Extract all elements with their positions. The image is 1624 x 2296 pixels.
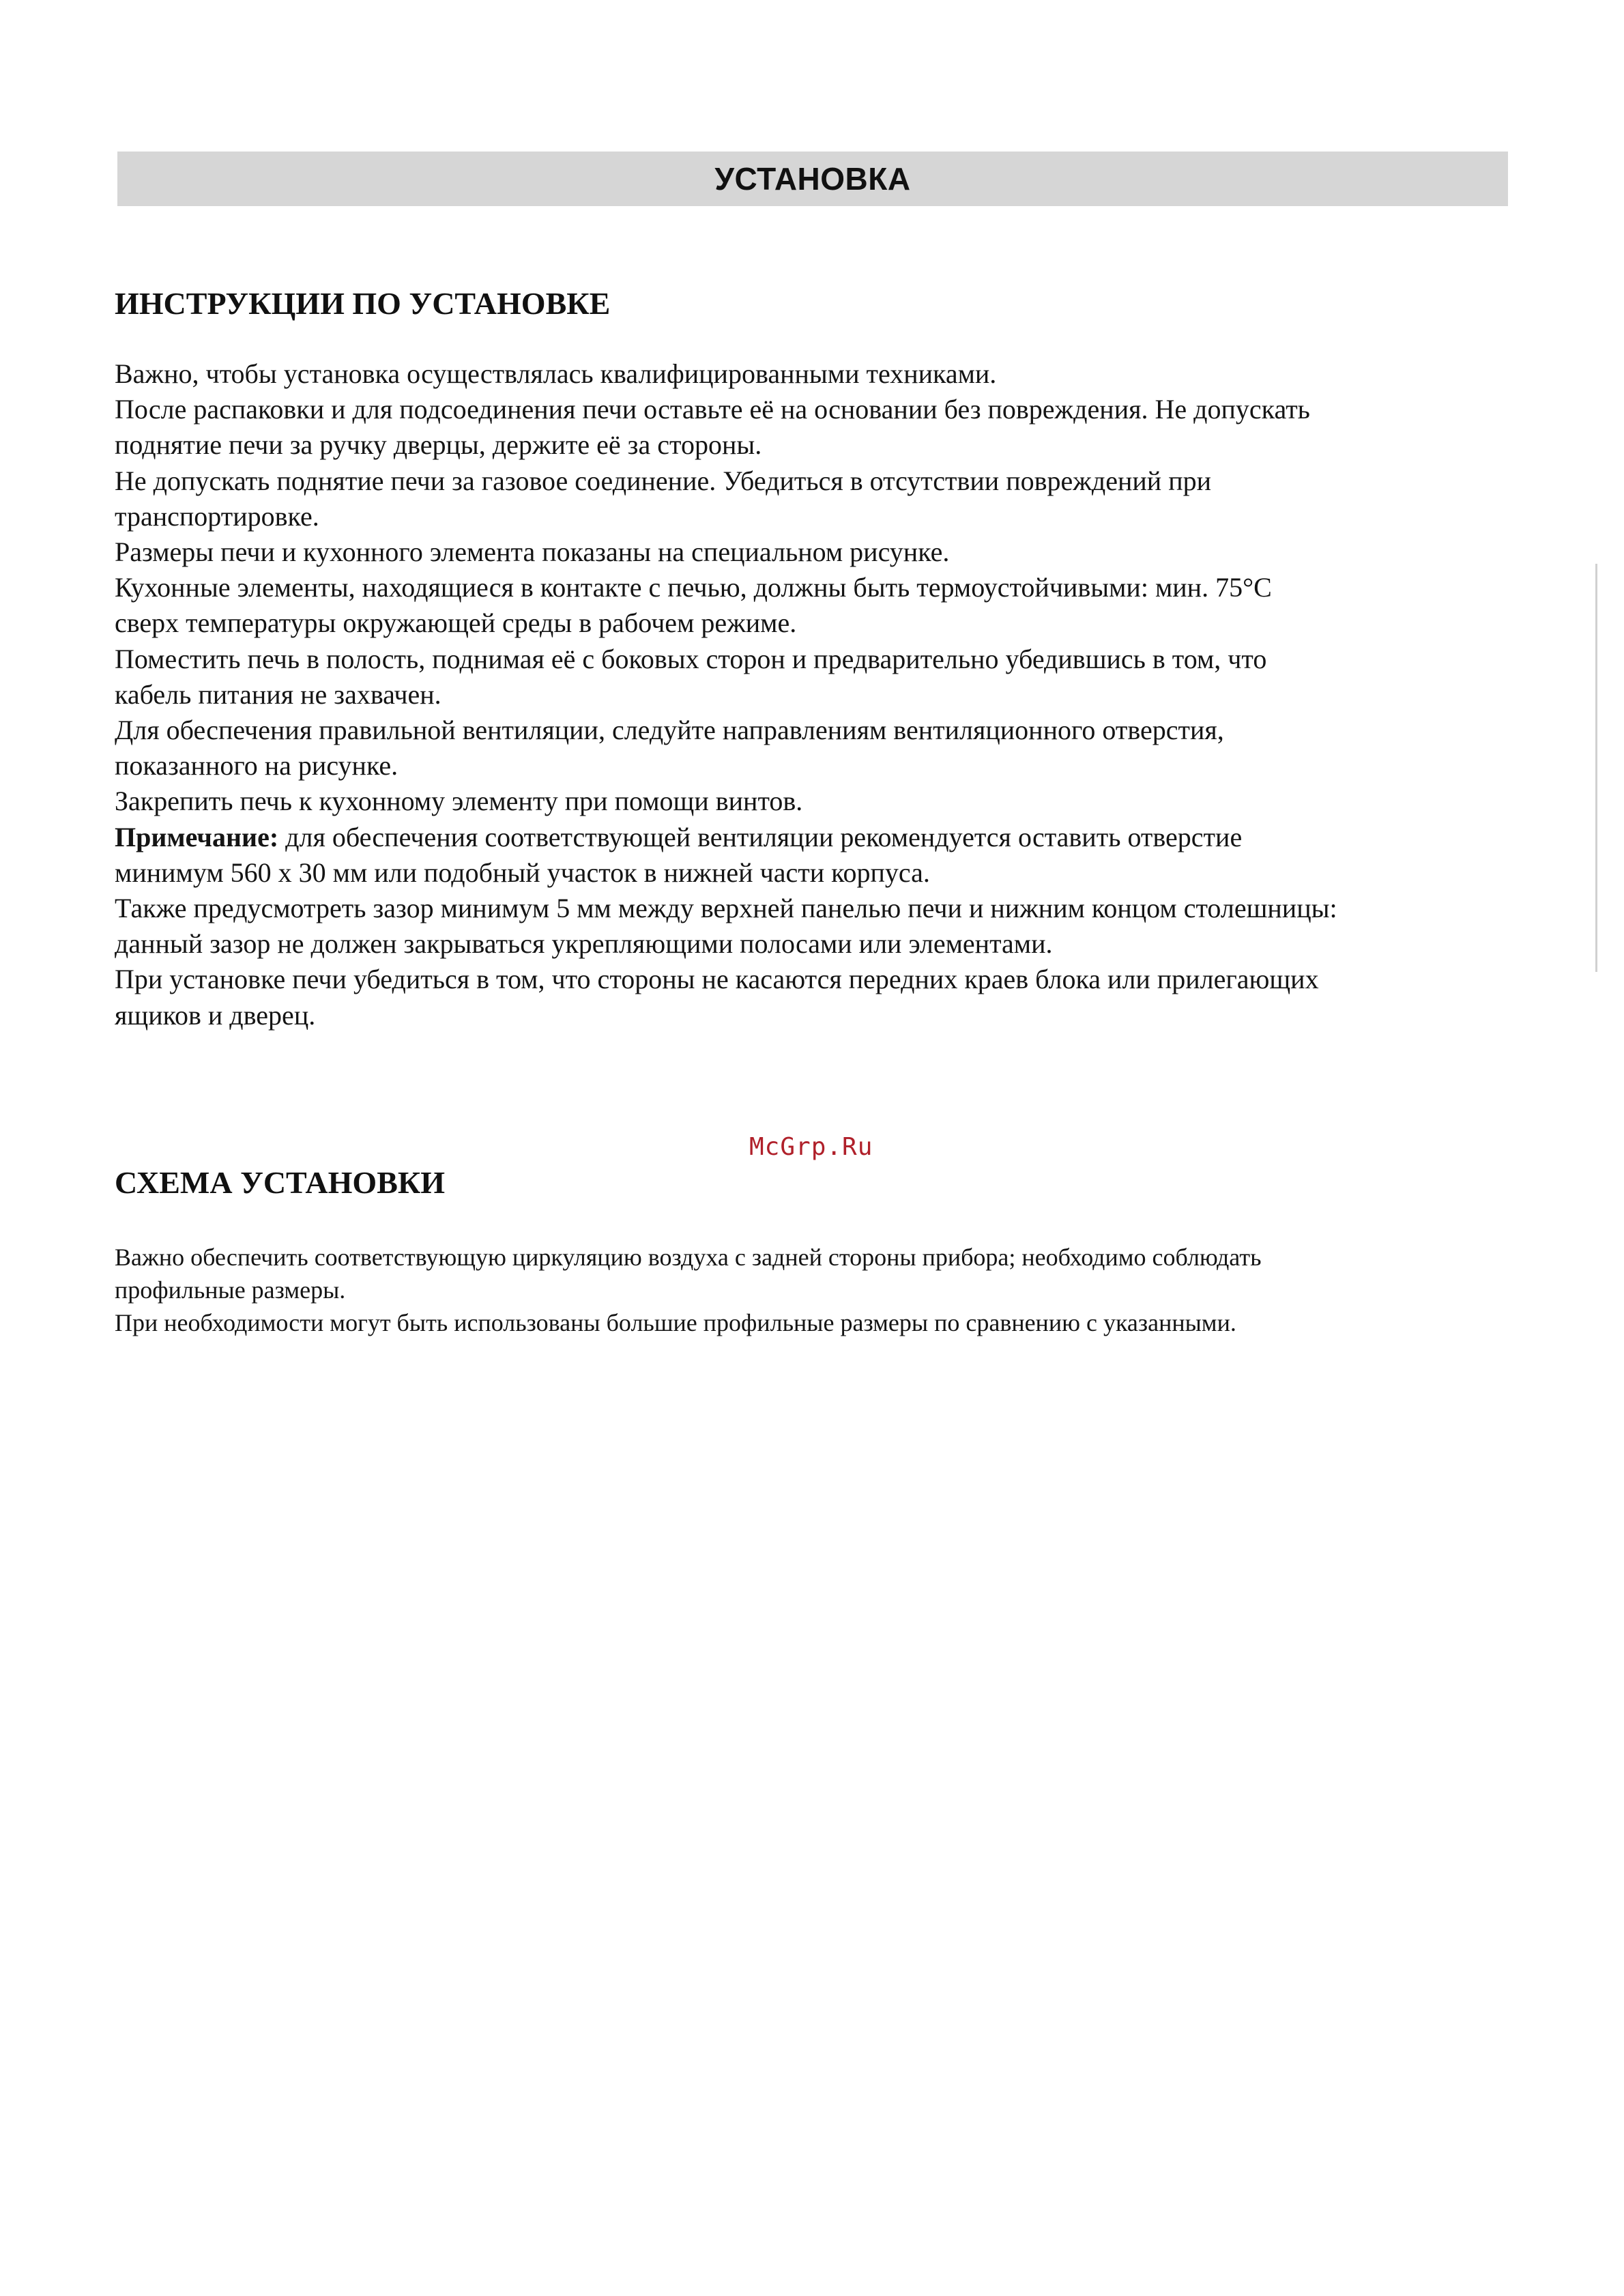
text-line: Важно обеспечить соответствующую циркуляцию воздуха с задней стороны прибора; необходимо соблюдать bbox=[115, 1244, 1262, 1271]
scan-margin-line bbox=[1595, 564, 1597, 972]
installation-scheme-text bbox=[115, 1241, 1534, 1339]
text-line: После распаковки и для подсоединения печи оставьте её на основании без повреждения. Не допускать bbox=[115, 394, 1310, 425]
page-title: УСТАНОВКА bbox=[714, 161, 911, 197]
text-line: Закрепить печь к кухонному элементу при помощи винтов. bbox=[115, 786, 803, 817]
text-line: Важно, чтобы установка осуществлялась квалифицированными техниками. bbox=[115, 358, 997, 389]
text-line: При установке печи убедиться в том, что стороны не касаются передних краев блока или прилегающих bbox=[115, 964, 1319, 995]
installation-instructions-text bbox=[115, 356, 1534, 1033]
text-line: данный зазор не должен закрываться укрепляющими полосами или элементами. bbox=[115, 928, 1053, 960]
text-line: Для обеспечения правильной вентиляции, следуйте направлениям вентиляционного отверстия, bbox=[115, 715, 1224, 746]
text-line: Также предусмотреть зазор минимум 5 мм между верхней панелью печи и нижним концом столешницы: bbox=[115, 893, 1337, 924]
text-line: профильные размеры. bbox=[115, 1276, 346, 1304]
note-line bbox=[115, 820, 1534, 855]
section-header-bar bbox=[117, 152, 1508, 206]
text-line: минимум 560 x 30 мм или подобный участок в нижней части корпуса. bbox=[115, 857, 930, 888]
text-line: поднятие печи за ручку дверцы, держите её за стороны. bbox=[115, 429, 762, 461]
text-line: Кухонные элементы, находящиеся в контакте с печью, должны быть термоустойчивыми: мин. 75°C bbox=[115, 572, 1272, 603]
watermark-link[interactable]: McGrp.Ru bbox=[749, 1133, 873, 1161]
text-line: При необходимости могут быть использованы большие профильные размеры по сравнению с указанными. bbox=[115, 1309, 1236, 1336]
text-line: Размеры печи и кухонного элемента показаны на специальном рисунке. bbox=[115, 536, 950, 568]
text-line: кабель питания не захвачен. bbox=[115, 678, 441, 710]
text-line: транспортировке. bbox=[115, 500, 319, 532]
note-label: Примечание: bbox=[115, 821, 279, 852]
text-line: сверх температуры окружающей среды в рабочем режиме. bbox=[115, 607, 797, 639]
text-line: ящиков и дверец. bbox=[115, 999, 316, 1031]
text-line: показанного на рисунке. bbox=[115, 750, 398, 781]
installation-instructions-heading: ИНСТРУКЦИИ ПО УСТАНОВКЕ bbox=[115, 286, 611, 321]
text-line: Не допускать поднятие печи за газовое соединение. Убедиться в отсутствии повреждений при bbox=[115, 465, 1212, 496]
installation-scheme-heading: СХЕМА УСТАНОВКИ bbox=[115, 1165, 446, 1200]
text-line: Поместить печь в полость, поднимая её с боковых сторон и предварительно убедившись в том, что bbox=[115, 643, 1267, 674]
note-text: для обеспечения соответствующей вентиляции рекомендуется оставить отверстие bbox=[278, 821, 1243, 852]
